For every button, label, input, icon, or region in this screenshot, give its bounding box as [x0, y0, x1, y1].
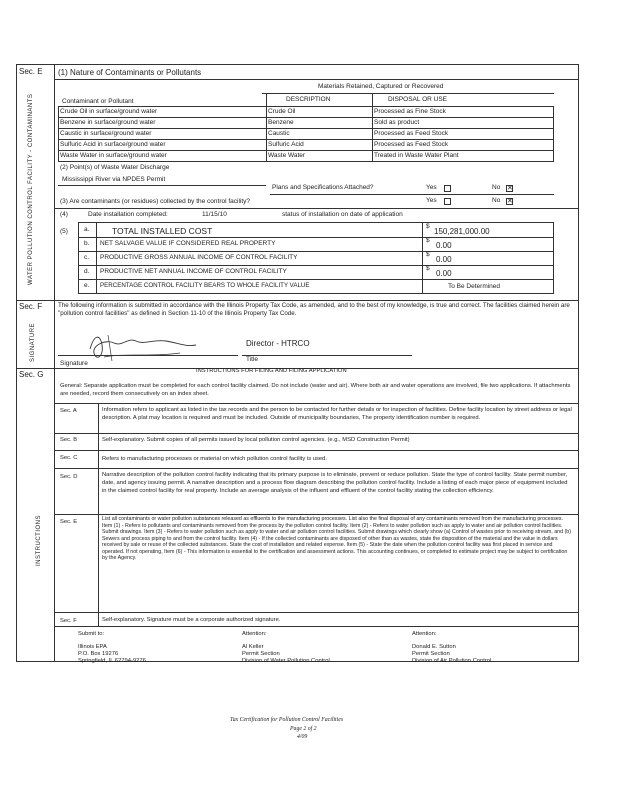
- addr-air-line: Division of Air Pollution Control: [412, 658, 492, 664]
- instr-d-text: Narrative description of the pollution control facility indicating that its primary purpose is to eliminate, prevent or reduce pollution. State the type of control facility. State permit number, date, and agency issuing permit. A narrative description and a process flow diagram describing the pollution control facility. Include a listing of each major piece of equipment included in the claimed control facility for real property. Include an average analysis of the influent and effluent of the control facility stating the collection efficiency.: [102, 472, 568, 494]
- q3-label: (3) Are contaminants (or residues) collected by the control facility?: [60, 198, 251, 205]
- sec-e-heading: (1) Nature of Contaminants or Pollutants: [58, 68, 202, 77]
- footer-line-1: Tax Certification for Pollution Control Facilities: [230, 717, 344, 723]
- instr-a-label: Sec. A: [60, 408, 77, 414]
- attention-label-1: Attention:: [242, 631, 267, 637]
- addr-water-line: Division of Water Pollution Control: [242, 658, 330, 664]
- addr-air-line: Permit Section: [412, 651, 450, 657]
- addr-air-line: Donald E. Sutton: [412, 644, 456, 650]
- signature-image: [84, 327, 204, 367]
- table-row: Crude Oil in surface/ground water: [60, 108, 158, 115]
- q5-num: (5): [60, 228, 68, 235]
- q4-value[interactable]: 11/15/10: [202, 211, 227, 218]
- line-c-value[interactable]: 0.00: [436, 255, 452, 264]
- addr-water-line: Permit Section: [242, 651, 280, 657]
- attention-label-2: Attention:: [412, 631, 437, 637]
- plans-no-label: No: [492, 184, 501, 191]
- col-contaminant: Contaminant or Pollutant: [62, 98, 134, 105]
- instr-f-text: Self-explanatory. Signature must be a corporate authorized signature.: [102, 617, 281, 623]
- col-disposal: DISPOSAL OR USE: [388, 96, 447, 103]
- footer-page: Page 2 of 2: [290, 726, 317, 732]
- line-c-letter: c.: [84, 254, 90, 261]
- line-d-label: PRODUCTIVE NET ANNUAL INCOME OF CONTROL FACILITY: [100, 268, 287, 275]
- q4-label: Date installation completed:: [88, 211, 168, 218]
- q3-no-label: No: [492, 197, 501, 204]
- line-a-label: TOTAL INSTALLED COST: [112, 226, 213, 236]
- line-c-dollar: $: [426, 251, 430, 258]
- table-row: Sulfuric Acid: [268, 141, 304, 148]
- addr-epa-line: P.O. Box 19276: [78, 651, 119, 657]
- line-e-label: PERCENTAGE CONTROL FACILITY BEARS TO WHOLE FACILITY VALUE: [100, 282, 310, 289]
- materials-heading: Materials Retained, Captured or Recovered: [318, 83, 444, 90]
- q4-status: status of installation on date of application: [282, 211, 403, 218]
- plans-yes-checkbox[interactable]: [444, 185, 451, 192]
- instr-b-text: Self-explanatory. Submit copies of all permits issued by local pollution control agencies. (e.g., MSD Construction Permit): [102, 437, 410, 443]
- general-instructions: General: Separate application must be completed for each control facility claimed. Do not include (water and air). Where both air and water operations are involved, file two applications. If attachments are needed, record them consecutively on an index sheet.: [60, 383, 571, 397]
- line-b-value[interactable]: 0.00: [436, 241, 452, 250]
- line-b-label: NET SALVAGE VALUE IF CONSIDERED REAL PROPERTY: [100, 240, 276, 247]
- table-row: Processed as Feed Stock: [374, 130, 449, 137]
- sec-g-heading: INSTRUCTIONS FOR FILING AND FILING APPLICATION: [196, 368, 347, 374]
- point2-value[interactable]: Mississippi River via NPDES Permit: [62, 176, 166, 183]
- title-label: Title: [246, 356, 259, 363]
- sec-f-side-label: SIGNATURE: [30, 322, 36, 362]
- table-row: Benzene: [268, 119, 294, 126]
- plans-yes-label: Yes: [426, 184, 437, 191]
- table-row: Processed as Fine Stock: [374, 108, 446, 115]
- col-description: DESCRIPTION: [286, 96, 331, 103]
- line-c-label: PRODUCTIVE GROSS ANNUAL INCOME OF CONTROL FACILITY: [100, 254, 298, 261]
- line-d-dollar: $: [426, 265, 430, 272]
- plans-no-checkbox[interactable]: ✕: [507, 185, 513, 192]
- line-e-value[interactable]: To Be Determined: [448, 283, 501, 290]
- instr-e-label: Sec. E: [60, 519, 78, 525]
- sec-g-side-label: INSTRUCTIONS: [36, 515, 42, 566]
- instr-b-label: Sec. B: [60, 437, 78, 443]
- table-row: Sold as product: [374, 119, 420, 126]
- addr-epa-line: Illinois EPA: [78, 644, 107, 650]
- line-e-letter: e.: [84, 282, 90, 289]
- q4-num: (4): [60, 211, 68, 218]
- table-row: Processed as Feed Stock: [374, 141, 449, 148]
- table-row: Sulfuric Acid in surface/ground water: [60, 141, 166, 148]
- table-row: Treated in Waste Water Plant: [374, 152, 459, 159]
- line-a-value[interactable]: 150,281,000.00: [434, 227, 490, 236]
- submit-to-label: Submit to:: [78, 631, 105, 637]
- instr-d-label: Sec. D: [60, 474, 78, 480]
- sec-e-side-label: WATER POLLUTION CONTROL FACILITY - CONTAMINANTS: [28, 93, 34, 285]
- line-a-dollar: $: [426, 223, 430, 230]
- sec-e-label: Sec. E: [19, 67, 43, 76]
- line-a-letter: a.: [84, 226, 90, 233]
- sec-g-label: Sec. G: [19, 370, 44, 379]
- footer-rev: 4/09: [297, 734, 308, 740]
- q3-no-checkbox[interactable]: ✕: [507, 198, 513, 205]
- line-b-dollar: $: [426, 237, 430, 244]
- instr-f-label: Sec. F: [60, 618, 77, 624]
- sec-f-title-value[interactable]: Director - HTRCO: [246, 339, 310, 348]
- addr-water-line: Al Keller: [242, 644, 264, 650]
- instr-e-text: List all contaminants or water pollution substances released as effluents to the manufacturing processes. List also the final disposal of any contaminants removed from the manufacturing processes. Item (1) - Refers to pollutants and contaminants removed from the process by the pollution control facility. Item (2) - Refers to water pollution such as apply to water and air pollution control facilities. Submit drawings. Item (3) - Refers to water pollution such as apply to water and air pollution control facilities. Submit drawings which clearly show (a) Control of wastes prior to receiving stream, and (b) Sewers and process piping to and from the control facility. Item (4) - If the collected contaminants are disposed of other than as wastes, state the disposition of the material and the value in dollars received by sale or reuse of the collected substances. State the cost of installation and related expense. Item (5) - State the date when the pollution control facility was first placed in service and operated. If not operating, Item (6) - This information is essential to the certification and assessment actions. This accounting continues, or completed to estimate project may be subject to certification by the Agency.: [102, 516, 571, 561]
- table-row: Caustic: [268, 130, 290, 137]
- instr-c-text: Refers to manufacturing processes or material on which pollution control facility is used.: [102, 456, 327, 462]
- line-d-value[interactable]: 0.00: [436, 269, 452, 278]
- table-row: Benzene in surface/ground water: [60, 119, 156, 126]
- q3-yes-checkbox[interactable]: [444, 198, 451, 205]
- sec-f-statement: The following information is submitted in accordance with the Illinois Property Tax Code, as amended, and to the best of my knowledge, is true and correct. The facilities claimed herein are "pollution control facilities" as defined in Section 11-10 of the Illinois Property Tax Code.: [58, 302, 570, 317]
- q3-yes-label: Yes: [426, 197, 437, 204]
- signature-label: Signature: [60, 360, 88, 367]
- point2-label: (2) Point(s) of Waste Water Discharge: [60, 164, 170, 171]
- table-row: Waste Water: [268, 152, 306, 159]
- addr-epa-line: Springfield, IL 62794-9276: [78, 658, 146, 664]
- instr-c-label: Sec. C: [60, 455, 78, 461]
- line-d-letter: d.: [84, 268, 90, 275]
- table-row: Crude Oil: [268, 108, 296, 115]
- instr-a-text: Information refers to applicant as listed in the tax records and the person to be contacted for further details or for inspection of facilities. Define facility location by street address or legal description. A plat may location is required and must be included. Outside of municipality boundaries, The property identification number is required.: [102, 407, 572, 421]
- table-row: Caustic in surface/ground water: [60, 130, 152, 137]
- sec-f-label: Sec. F: [19, 302, 43, 311]
- table-row: Waste Water in surface/ground water: [60, 152, 167, 159]
- line-b-letter: b.: [84, 240, 90, 247]
- plans-label: Plans and Specifications Attached?: [272, 184, 374, 191]
